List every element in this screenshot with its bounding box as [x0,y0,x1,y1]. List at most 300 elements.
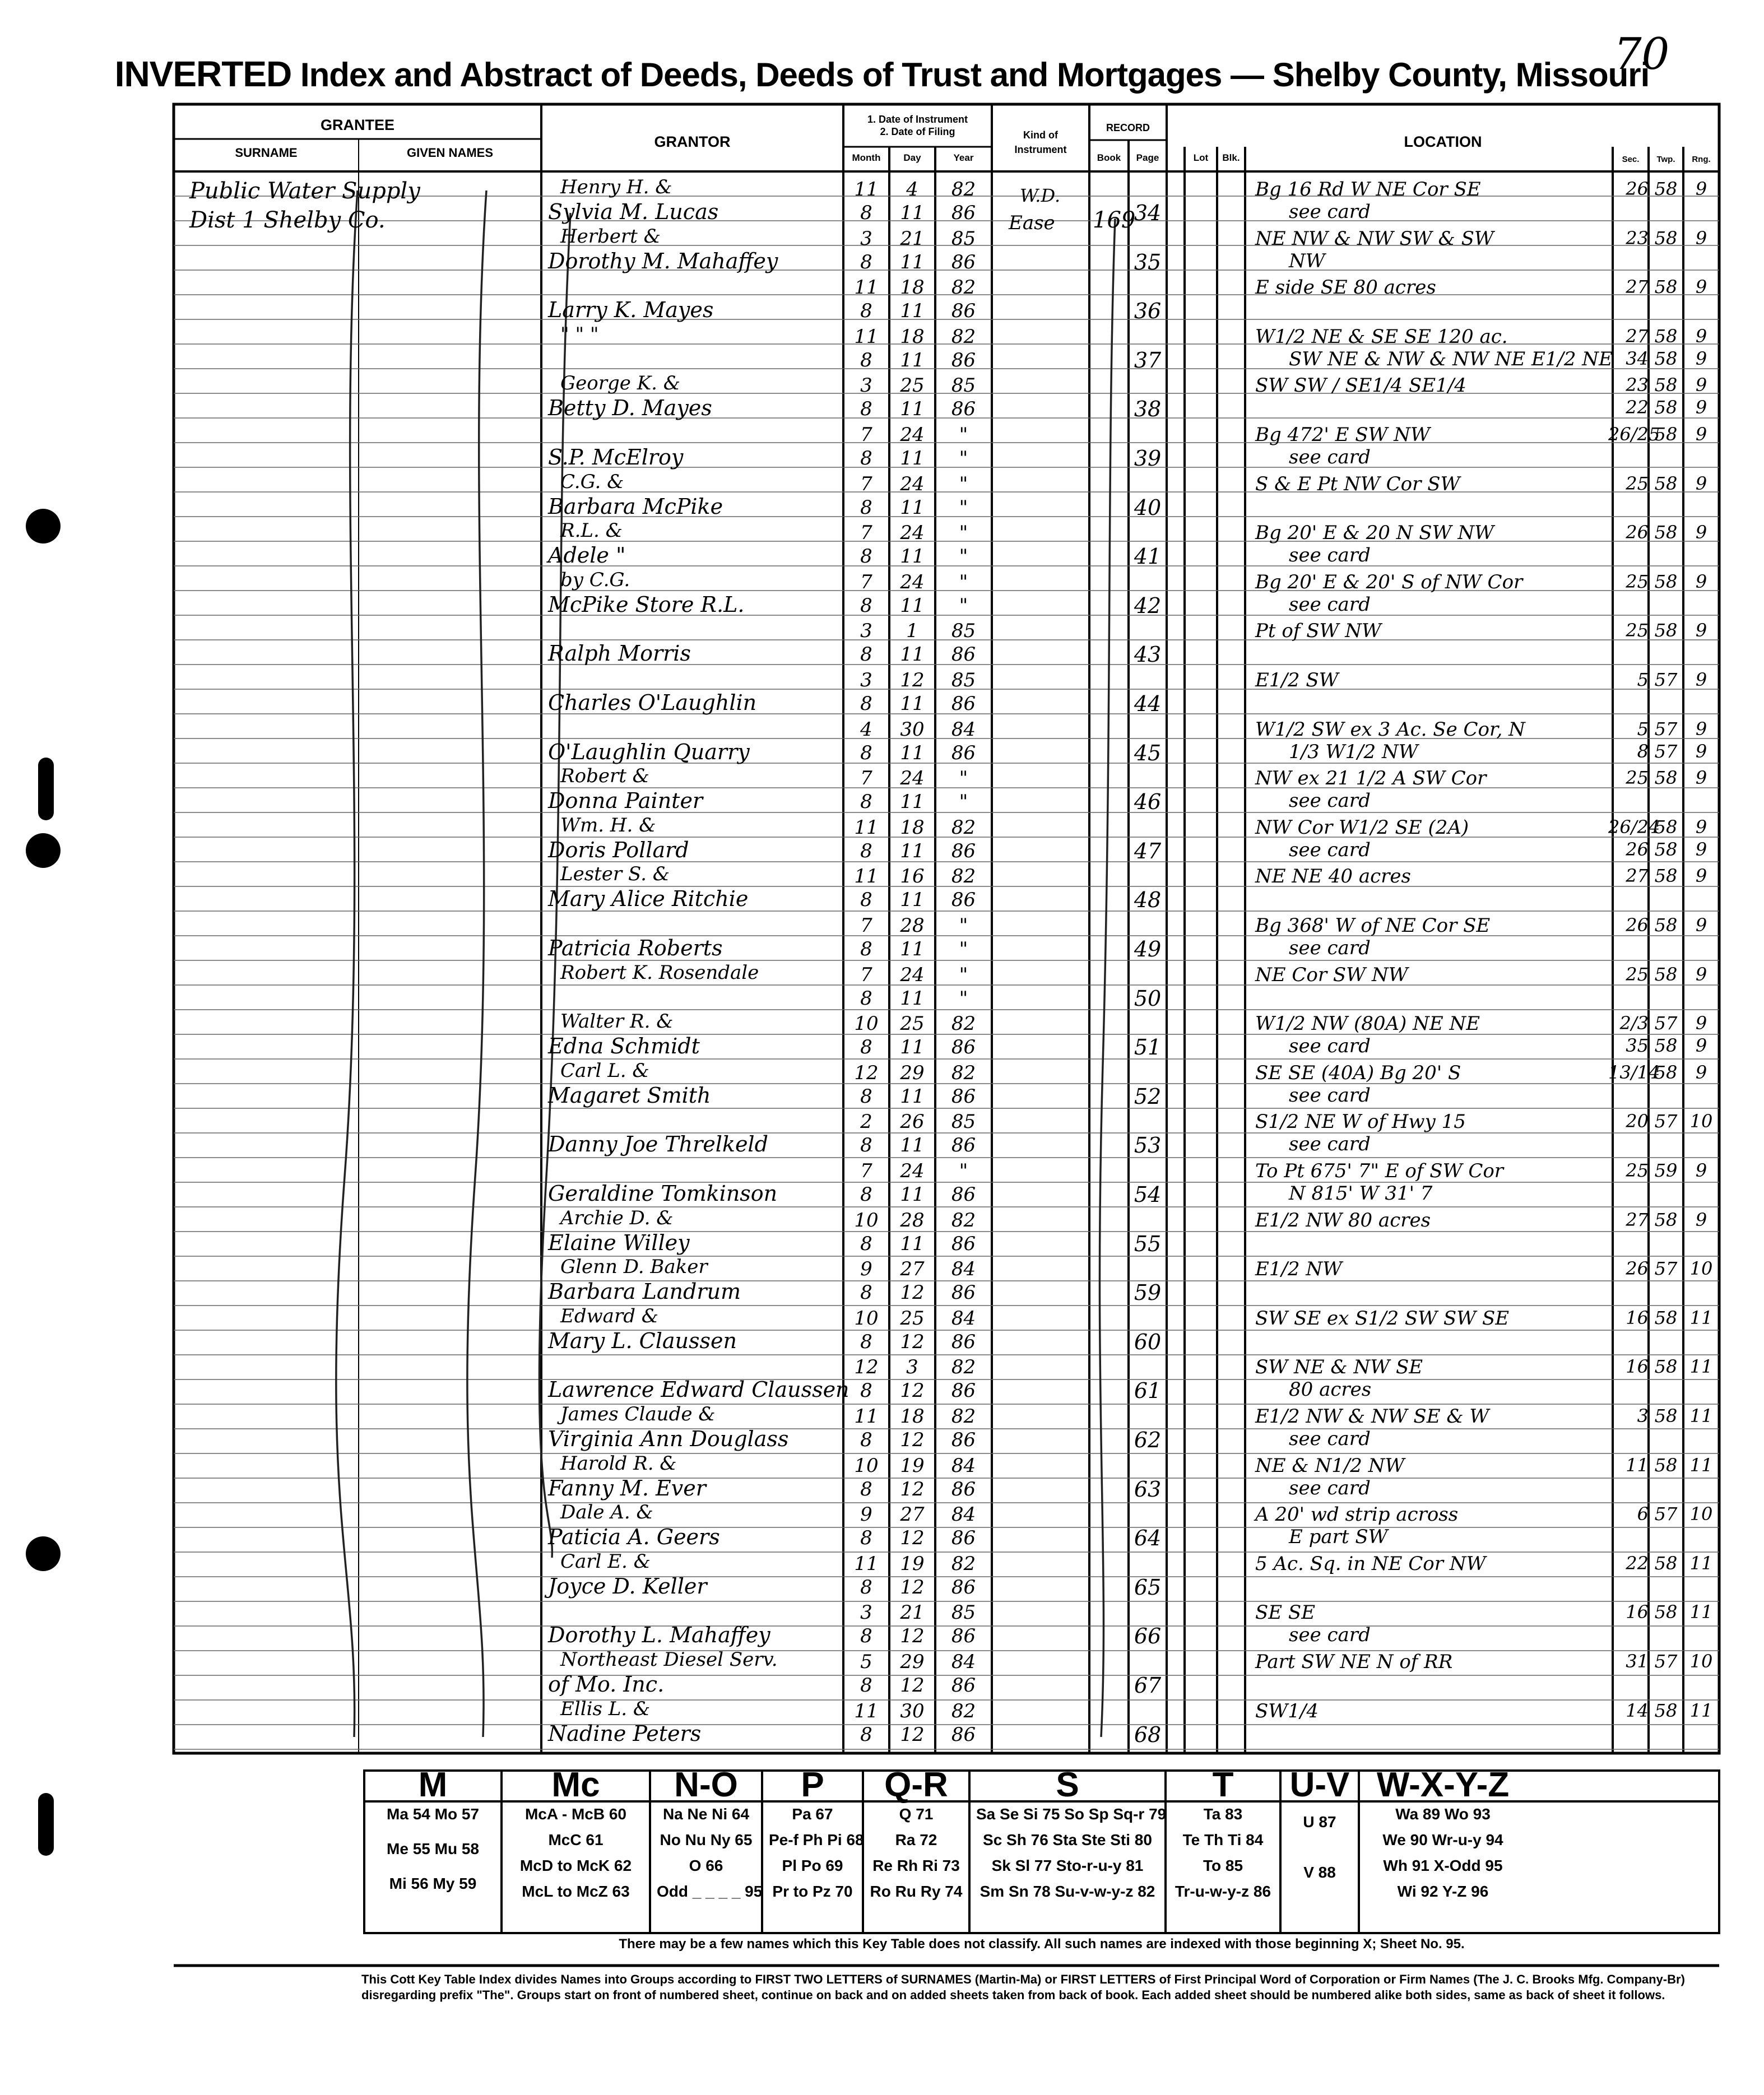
township-value: 57 [1654,1012,1678,1034]
key-group-line: Sk Sl 77 Sto-r-u-y 81 [991,1857,1144,1874]
date-month: 8 [860,1036,872,1059]
township-value: 58 [1654,1699,1678,1721]
location-line-1: 5 Ac. Sq. in NE Cor NW [1255,1552,1486,1575]
date-month: 8 [860,1232,872,1255]
grantor-line-1: George K. & [560,372,680,395]
date-month: 7 [860,570,872,593]
date-day: 24 [900,472,925,495]
date-day: 11 [900,398,925,421]
record-page: 43 [1134,642,1162,667]
date-day: 1 [906,620,918,643]
range-value: 9 [1695,914,1707,936]
date-year: " [959,496,968,519]
range-value: 11 [1689,1307,1713,1328]
township-value: 58 [1654,963,1678,985]
location-line-1: SW SE ex S1/2 SW SW SE [1255,1307,1510,1330]
grantor-line-2: Mary Alice Ritchie [548,886,749,912]
range-value: 10 [1689,1258,1713,1280]
record-page: 45 [1134,740,1162,765]
township-value: 57 [1654,1651,1678,1672]
date-day: 26 [900,1111,925,1134]
range-value: 11 [1689,1699,1713,1721]
key-group-line: Wa 89 Wo 93 [1395,1805,1491,1823]
date-day: 24 [900,1160,925,1182]
date-day: 11 [900,987,925,1010]
title-inverted: INVERTED [114,54,292,94]
section-value: 5 [1637,718,1649,740]
date-year: 86 [951,839,976,862]
location-line-1: E1/2 NW [1255,1258,1343,1281]
date-year: 86 [951,1232,976,1255]
township-value: 57 [1654,740,1678,762]
location-line-2: see card [1289,1133,1371,1156]
date-month: 8 [860,791,872,814]
range-value: 11 [1689,1454,1713,1476]
date-year: 82 [951,325,976,348]
location-line-1: Part SW NE N of RR [1255,1651,1453,1673]
location-line-1: SW NE & NW SE [1255,1356,1423,1379]
date-day: 3 [906,1356,918,1379]
grantor-line-2: of Mo. Inc. [548,1672,665,1697]
township-value: 58 [1654,522,1678,544]
date-month: 8 [860,1134,872,1157]
grantor-line-2: Geraldine Tomkinson [548,1181,778,1206]
location-line-1: NE Cor SW NW [1255,963,1408,986]
date-day: 11 [900,643,925,666]
township-value: 58 [1654,178,1678,199]
key-group-line: Pe-f Ph Pi 68 [769,1831,864,1848]
location-line-2: see card [1289,1035,1371,1058]
range-value: 9 [1695,620,1707,642]
date-month: 3 [860,374,872,397]
township-value: 58 [1654,914,1678,936]
key-group-line: U 87 [1303,1813,1336,1831]
date-year: " [959,570,968,593]
date-month: 8 [860,1183,872,1206]
location-line-2: N 815' W 31' 7 [1289,1182,1433,1205]
date-day: 16 [900,865,925,888]
section-value: 23 [1626,374,1649,396]
date-year: " [959,791,968,814]
range-value: 9 [1695,570,1707,592]
grantor-line-2: Donna Painter [548,788,703,814]
grantor-line-2: Danny Joe Threlkeld [548,1132,768,1157]
township-value: 57 [1654,1258,1678,1280]
township-value: 58 [1654,1035,1678,1057]
date-year: 82 [951,865,976,888]
date-month: 9 [860,1258,872,1281]
date-year: " [959,963,968,986]
location-line-1: A 20' wd strip across [1255,1503,1459,1526]
range-value: 9 [1695,838,1707,860]
range-value: 9 [1695,1160,1707,1181]
location-line-2: 1/3 W1/2 NW [1289,740,1418,763]
location-line-2: see card [1289,789,1371,812]
date-day: 29 [900,1061,925,1084]
section-value: 3 [1637,1405,1649,1427]
date-month: 8 [860,1625,872,1648]
section-value: 2/3 [1619,1012,1649,1034]
date-year: 86 [951,1379,976,1402]
location-line-2: SW NE & NW & NW NE E1/2 NE [1289,347,1613,370]
date-month: 8 [860,1478,872,1501]
date-month: 7 [860,1160,872,1182]
location-line-1: S1/2 NE W of Hwy 15 [1255,1111,1466,1134]
township-value: 58 [1654,227,1678,249]
grantor-line-1: Lester S. & [560,863,670,886]
grantor-line-2: Barbara McPike [548,494,723,519]
grantor-line-2: McPike Store R.L. [548,592,745,617]
record-page: 55 [1134,1231,1162,1256]
date-year: 84 [951,718,976,741]
range-value: 9 [1695,718,1707,740]
grantor-line-1: Robert & [560,765,649,788]
date-year: 82 [951,1552,976,1575]
record-page: 52 [1134,1084,1162,1109]
section-value: 26 [1626,178,1649,199]
key-group-line: No Nu Ny 65 [660,1831,753,1848]
section-value: 26 [1626,838,1649,860]
date-year: 86 [951,250,976,273]
date-month: 8 [860,1379,872,1402]
grantor-line-2: Sylvia M. Lucas [548,199,719,224]
key-group-line: Tr-u-w-y-z 86 [1175,1883,1271,1900]
date-day: 24 [900,767,925,790]
date-day: 11 [900,1183,925,1206]
date-year: 85 [951,669,976,691]
grantor-line-1: Wm. H. & [560,814,656,837]
range-value: 9 [1695,472,1707,494]
township-value: 58 [1654,1552,1678,1574]
date-day: 11 [900,594,925,617]
date-month: 4 [860,718,872,741]
key-group-line: McC 61 [548,1831,604,1848]
township-value: 58 [1654,397,1678,419]
key-group-letter: S [1056,1766,1079,1804]
grantor-line-1: Walter R. & [560,1010,674,1033]
township-value: 59 [1654,1160,1678,1181]
date-day: 11 [900,693,925,715]
township-value: 58 [1654,816,1678,838]
township-value: 58 [1654,276,1678,298]
location-line-1: SW1/4 [1255,1699,1319,1722]
section-value: 16 [1626,1601,1649,1623]
date-day: 27 [900,1258,925,1281]
location-line-1: W1/2 SW ex 3 Ac. Se Cor, N [1255,718,1525,741]
date-year: 82 [951,1356,976,1379]
section-value: 25 [1626,963,1649,985]
range-value: 9 [1695,522,1707,544]
record-page: 41 [1134,544,1162,569]
range-value: 9 [1695,1035,1707,1057]
date-month: 5 [860,1651,872,1673]
date-day: 11 [900,202,925,224]
range-value: 9 [1695,740,1707,762]
key-group-line: Odd _ _ _ _ 95 [657,1883,763,1900]
kind-instrument-2: Ease [1009,212,1055,234]
range-value: 9 [1695,374,1707,396]
year-header: Year [953,152,974,163]
date-year: " [959,545,968,568]
section-value: 34 [1626,347,1649,369]
range-value: 10 [1689,1503,1713,1525]
date-year: 85 [951,1111,976,1134]
date-header [843,113,992,138]
township-value: 58 [1654,620,1678,642]
grantor-line-1: by C.G. [560,568,630,591]
grantor-line-2: Joyce D. Keller [548,1573,707,1599]
range-value: 9 [1695,1061,1707,1083]
date-day: 11 [900,839,925,862]
record-page: 64 [1134,1526,1162,1551]
section-value: 27 [1626,1209,1649,1230]
date-day: 11 [900,349,925,371]
key-group-line: Sc Sh 76 Sta Ste Sti 80 [983,1831,1152,1848]
date-month: 8 [860,250,872,273]
key-group-line: Pa 67 [792,1805,833,1823]
grantor-header: GRANTOR [654,133,731,150]
range-value: 9 [1695,767,1707,789]
date-month: 8 [860,1674,872,1697]
grantor-line-1: Dale A. & [560,1501,653,1524]
location-header: LOCATION [1404,133,1482,150]
date-day: 18 [900,1405,925,1428]
date-day: 11 [900,447,925,470]
location-line-2: see card [1289,1476,1371,1499]
location-line-1: Pt of SW NW [1255,620,1381,643]
section-value: 13/14 [1608,1061,1660,1083]
kind-header-line2: Instrument [1014,144,1067,155]
township-value: 57 [1654,718,1678,740]
key-group-letter: Q-R [884,1766,948,1804]
key-group-line: Pr to Pz 70 [772,1883,853,1900]
key-group-line: Wh 91 X-Odd 95 [1383,1857,1503,1874]
grantee-line2: Dist 1 Shelby Co. [189,207,386,233]
location-line-1: NE & N1/2 NW [1255,1454,1405,1477]
location-line-1: E1/2 SW [1255,669,1339,691]
record-page: 39 [1134,446,1162,471]
book-header: Book [1097,152,1121,163]
date-header-line1: 1. Date of Instrument [867,114,968,125]
key-group-letter: M [418,1766,448,1804]
date-header-line2: 2. Date of Filing [880,126,955,137]
record-page: 60 [1134,1329,1162,1354]
date-day: 11 [900,1036,925,1059]
location-line-2: see card [1289,446,1371,468]
date-year: 86 [951,1429,976,1451]
date-year: " [959,594,968,617]
date-month: 11 [854,865,879,888]
section-value: 26 [1626,914,1649,936]
date-year: 86 [951,1674,976,1697]
date-year: 84 [951,1307,976,1330]
key-group-letter: N-O [674,1766,738,1804]
record-page: 47 [1134,838,1162,863]
section-value: 27 [1626,865,1649,887]
grantor-line-1: " " " [560,323,599,346]
date-month: 11 [854,178,879,201]
date-year: 86 [951,1478,976,1501]
key-group-line: McA - McB 60 [524,1805,626,1823]
date-month: 11 [854,1405,879,1428]
date-year: 82 [951,276,976,299]
key-group-line: V 88 [1303,1864,1336,1881]
date-month: 7 [860,424,872,446]
key-group-line: Ro Ru Ry 74 [870,1883,963,1900]
date-day: 11 [900,938,925,960]
date-month: 8 [860,643,872,666]
township-value: 57 [1654,669,1678,690]
date-day: 25 [900,1307,925,1330]
date-day: 11 [900,300,925,323]
township-value: 57 [1654,1503,1678,1525]
grantor-line-2: Doris Pollard [548,837,689,862]
section-value: 26 [1626,522,1649,544]
date-day: 21 [900,227,925,250]
date-month: 8 [860,1281,872,1304]
date-month: 8 [860,741,872,764]
section-value: 14 [1626,1699,1649,1721]
range-value: 11 [1689,1356,1713,1378]
date-month: 8 [860,202,872,224]
grantor-line-2: Magaret Smith [548,1083,711,1108]
page-header: Page [1136,152,1159,163]
date-month: 3 [860,227,872,250]
key-group-line: To 85 [1203,1857,1243,1874]
section-value: 22 [1626,1552,1649,1574]
date-year: 82 [951,1405,976,1428]
date-day: 30 [900,718,925,741]
record-page: 61 [1134,1378,1162,1404]
date-month: 8 [860,300,872,323]
date-day: 12 [900,1576,925,1599]
date-day: 28 [900,1209,925,1232]
section-value: 35 [1626,1035,1649,1057]
range-value: 9 [1695,424,1707,445]
location-line-1: Bg 20' E & 20 N SW NW [1255,522,1494,545]
date-month: 7 [860,963,872,986]
key-group-line: Na Ne Ni 64 [662,1805,750,1823]
range-value: 11 [1689,1405,1713,1427]
location-line-1: E1/2 NW & NW SE & W [1255,1405,1489,1428]
date-month: 8 [860,398,872,421]
record-page: 63 [1134,1476,1162,1502]
grantor-line-2: Larry K. Mayes [548,298,714,323]
twp-header: Twp. [1656,155,1675,164]
location-line-2: see card [1289,544,1371,567]
date-year: 86 [951,398,976,421]
township-value: 58 [1654,838,1678,860]
date-day: 27 [900,1503,925,1526]
range-value: 9 [1695,276,1707,298]
grantor-line-2: Barbara Landrum [548,1279,741,1304]
grantor-line-2: Fanny M. Ever [548,1475,706,1501]
date-month: 8 [860,1527,872,1550]
key-group-line: Ra 72 [895,1831,937,1848]
date-month: 12 [854,1061,879,1084]
section-value: 6 [1637,1503,1649,1525]
township-value: 57 [1654,1111,1678,1132]
date-month: 8 [860,1429,872,1451]
date-year: 84 [951,1454,976,1477]
date-month: 3 [860,1601,872,1624]
date-month: 10 [854,1012,879,1035]
date-year: 86 [951,1527,976,1550]
date-month: 8 [860,594,872,617]
date-year: 86 [951,1330,976,1353]
township-value: 58 [1654,1356,1678,1378]
location-line-1: Bg 472' E SW NW [1255,424,1430,446]
date-day: 12 [900,1379,925,1402]
section-value: 25 [1626,767,1649,789]
grantor-line-2: Virginia Ann Douglass [548,1427,789,1451]
section-value: 22 [1626,397,1649,419]
key-group-letter: Mc [551,1766,600,1804]
township-value: 58 [1654,767,1678,789]
key-group-line: McD to McK 62 [519,1857,632,1874]
grantor-line-1: James Claude & [560,1403,716,1425]
township-value: 58 [1654,374,1678,396]
date-day: 12 [900,1478,925,1501]
location-line-2: 80 acres [1289,1378,1372,1401]
date-day: 11 [900,1232,925,1255]
township-value: 58 [1654,865,1678,887]
grantor-line-2: O'Laughlin Quarry [548,739,750,764]
location-line-2: see card [1289,1084,1371,1107]
key-group-line: McL to McZ 63 [522,1883,630,1900]
date-month: 8 [860,693,872,715]
record-page: 59 [1134,1280,1162,1306]
grantor-line-2: Elaine Willey [548,1230,690,1255]
key-group-line: Pl Po 69 [782,1857,843,1874]
date-year: 84 [951,1503,976,1526]
date-year: 82 [951,1061,976,1084]
range-value: 9 [1695,227,1707,249]
date-day: 25 [900,1012,925,1035]
key-group-line: Sm Sn 78 Su-v-w-y-z 82 [980,1883,1155,1900]
section-value: 31 [1626,1651,1649,1672]
section-value: 26 [1626,1258,1649,1280]
township-value: 58 [1654,1061,1678,1083]
section-value: 25 [1626,620,1649,642]
key-group-line: Sa Se Si 75 So Sp Sq-r 79 [976,1805,1167,1823]
date-month: 7 [860,522,872,545]
township-value: 58 [1654,1405,1678,1427]
location-line-2: see card [1289,1428,1371,1450]
range-value: 9 [1695,963,1707,985]
range-value: 9 [1695,865,1707,887]
date-month: 8 [860,938,872,960]
section-value: 27 [1626,276,1649,298]
grantor-line-2: Ralph Morris [548,641,691,666]
key-group-letter: W-X-Y-Z [1376,1766,1510,1804]
range-value: 9 [1695,178,1707,199]
location-line-1: NE NW & NW SW & SW [1255,227,1494,250]
date-year: " [959,914,968,937]
record-page: 48 [1134,888,1162,913]
key-group-line: Ma 54 Mo 57 [387,1805,479,1823]
grantor-line-2: Mary L. Claussen [548,1328,737,1353]
location-line-2: see card [1289,1624,1371,1647]
record-page: 37 [1134,347,1162,373]
range-value: 10 [1689,1111,1713,1132]
key-group-line: O 66 [689,1857,723,1874]
date-year: 86 [951,1036,976,1059]
township-value: 58 [1654,424,1678,445]
location-line-1: To Pt 675' 7" E of SW Cor [1255,1160,1504,1182]
date-month: 12 [854,1356,879,1379]
key-group-line: We 90 Wr-u-y 94 [1382,1831,1503,1848]
